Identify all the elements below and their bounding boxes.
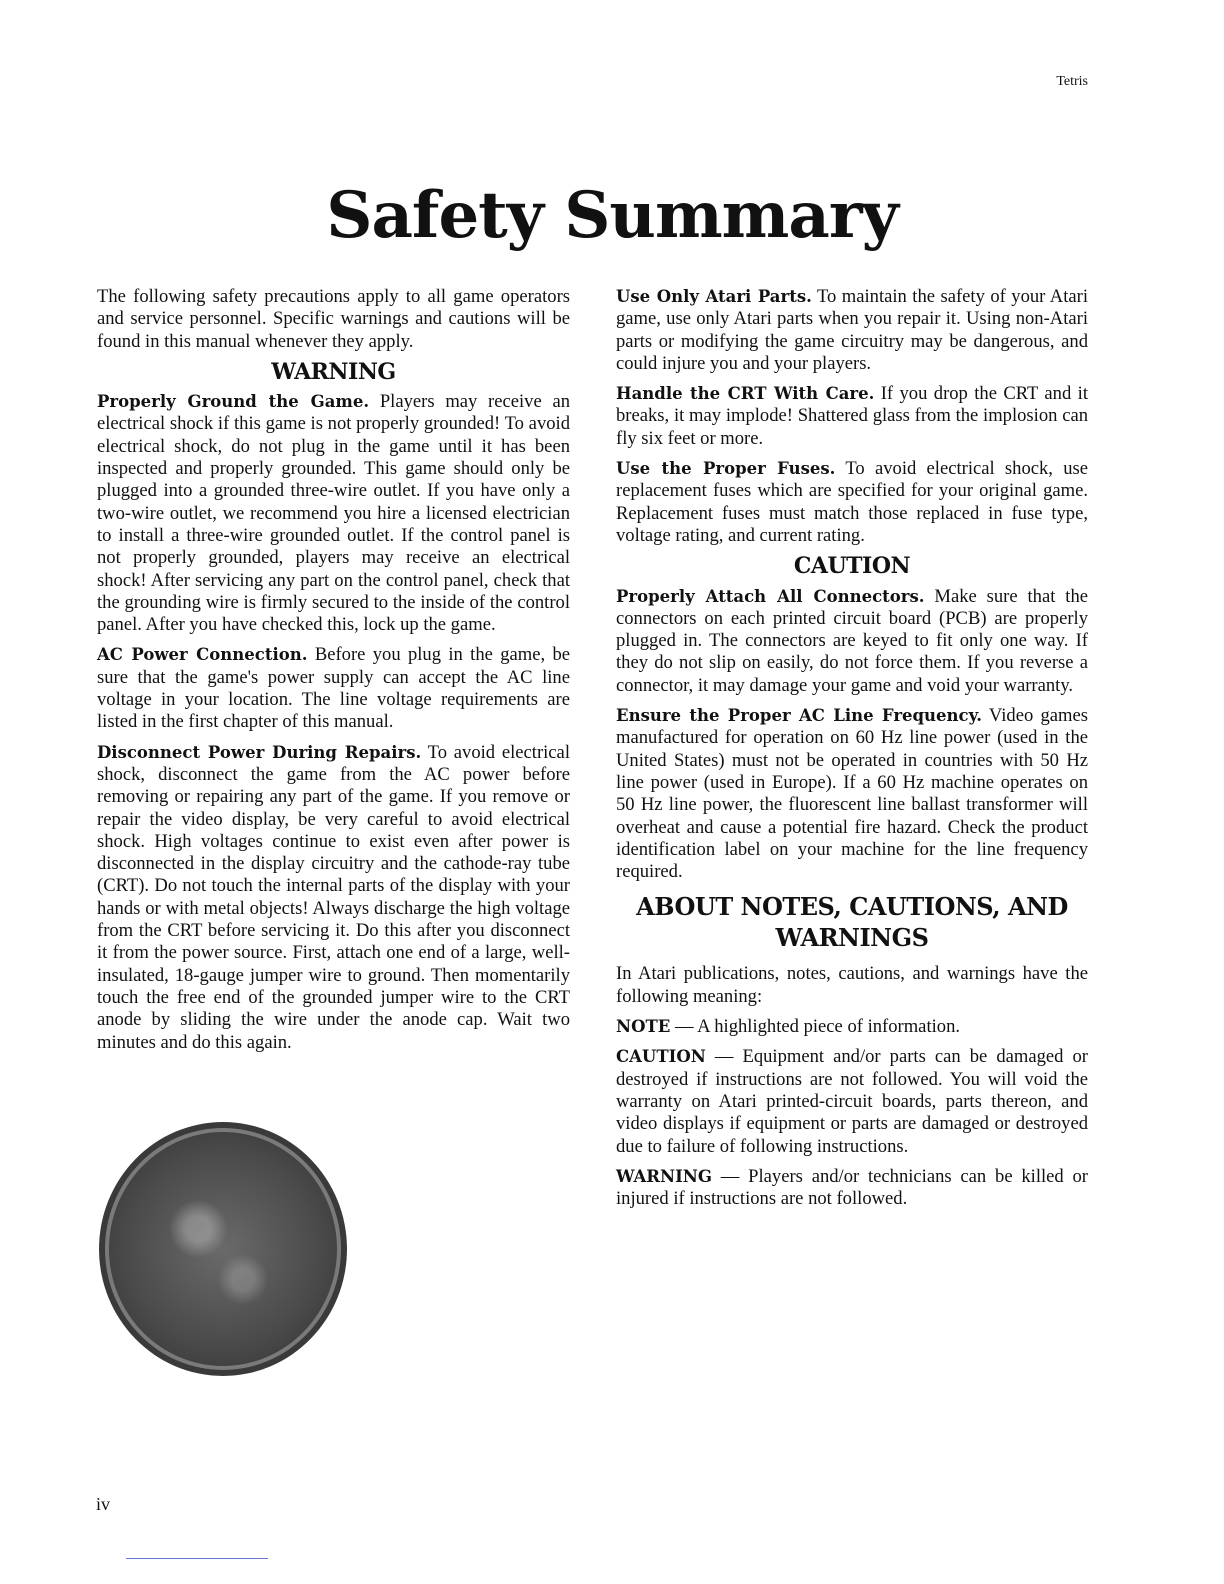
warning-term: WARNING: [616, 1166, 712, 1186]
frequency-paragraph: [616, 705, 1088, 883]
atari-parts-text: To maintain the safety of your Atari game, use only Atari parts when you repair it. Using non-Atari parts or modifying the game circuitry may be dangerous, and could injure you and your players.: [616, 286, 1088, 374]
running-head: Tetris: [1056, 74, 1088, 89]
note-text: — A highlighted piece of information.: [670, 1016, 961, 1038]
ac-power-lead: AC Power Connection.: [97, 645, 308, 665]
ac-power-text: Before you plug in the game, be sure that the game's power supply can accept the AC line voltage in your location. The line voltage requirements are listed in the first chapter of this manual.: [97, 644, 571, 733]
atari-parts-paragraph: [616, 286, 1088, 375]
disconnect-lead: Disconnect Power During Repairs.: [97, 742, 422, 762]
fuses-lead: Use the Proper Fuses.: [616, 459, 836, 479]
frequency-text: Video games manufactured for operation on 60 Hz line power (used in the United States) must not be operated in countries with 50 Hz line power (used in Europe). If a 60 Hz machine operates on 50 Hz line power, the fluorescent line ballast transformer will overheat and cause a potential fire hazard. Check the product identification label on your machine for the line frequency required.: [616, 705, 1088, 883]
right-column: [616, 286, 1088, 1218]
warning-text: — Players and/or technicians can be killed or injured if instructions are not followed.: [616, 1165, 1088, 1210]
note-definition: [616, 1016, 1088, 1038]
left-column: [97, 286, 570, 1062]
fuses-paragraph: [616, 458, 1088, 547]
connectors-text: Make sure that the connectors on each printed circuit board (PCB) are properly plugged in. The connectors are keyed to fit only one way. If they do not slip on easily, do not force them. If you reverse a connector, it may damage your game and void your warranty.: [616, 585, 1088, 696]
ac-power-paragraph: [97, 644, 570, 733]
crt-paragraph: [616, 383, 1088, 450]
ground-paragraph: [97, 391, 570, 636]
caution-term: CAUTION: [616, 1047, 706, 1067]
ground-text: Players may receive an electrical shock if this game is not properly grounded! To avoid electrical shock, do not plug in the game until it has been inspected and properly grounded. This game should only be plugged into a grounded three-wire outlet. If you have only a two-wire outlet, we recommend you hire a licensed electrician to install a three-wire grounded outlet. If the control panel is not properly grounded, players may receive an electrical shock! After servicing any part on the control panel, check that the grounding wire is firmly secured to the inside of the control panel. After you have checked this, lock up the game.: [97, 391, 571, 636]
intro-paragraph: The following safety precautions apply to all game operators and service personnel. Specific warnings and cautions will be found in this manual whenever they apply.: [97, 286, 570, 352]
crt-lead: Handle the CRT With Care.: [616, 384, 875, 404]
about-intro: In Atari publications, notes, cautions, and warnings have the following meaning:: [616, 963, 1088, 1007]
frequency-lead: Ensure the Proper AC Line Frequency.: [616, 706, 983, 726]
caution-text: — Equipment and/or parts can be damaged or destroyed if instructions are not followed. You will void the warranty on Atari printed-circuit boards, parts thereon, and video displays if equipment or parts are damaged or destroyed due to failure of following instructions.: [616, 1046, 1088, 1157]
ground-lead: Properly Ground the Game.: [97, 392, 370, 412]
caution-definition: [616, 1046, 1088, 1157]
warning-definition: [616, 1166, 1088, 1211]
disconnect-text: To avoid electrical shock, disconnect the game from the AC power before removing or repairing any part of the game. If you remove or repair the video display, be very careful to avoid electrical shock. High voltages continue to exist even after power is disconnected in the display circuitry and the cathode-ray tube (CRT). Do not touch the internal parts of the display with your hands or with metal objects! Always discharge the high voltage from the CRT before servicing it. Do this after you disconnect it from the power source. First, attach one end of a large, well-insulated, 18-gauge jumper wire to ground. Then momentarily touch the free end of the grounded jumper wire to the CRT anode by sliding the wire under the anode cap. Wait two minutes and do this again.: [97, 741, 570, 1053]
coin-image: [99, 1122, 347, 1376]
crt-text: If you drop the CRT and it breaks, it may implode! Shattered glass from the implosion can fly six feet or more.: [616, 383, 1088, 449]
footer-rule: [126, 1558, 268, 1559]
connectors-lead: Properly Attach All Connectors.: [616, 586, 925, 606]
atari-parts-lead: Use Only Atari Parts.: [616, 287, 812, 306]
disconnect-paragraph: [97, 742, 570, 1054]
warning-heading: WARNING: [271, 358, 396, 385]
note-term: NOTE: [616, 1017, 671, 1037]
about-heading: ABOUT NOTES, CAUTIONS, AND WARNINGS: [636, 892, 1068, 953]
connectors-paragraph: [616, 586, 1088, 697]
fuses-text: To avoid electrical shock, use replacement fuses which are specified for your original game. Replacement fuses must match those replaced in fuse type, voltage rating, and current rating.: [616, 458, 1088, 546]
caution-heading: CAUTION: [793, 553, 911, 580]
page-number: iv: [96, 1494, 111, 1514]
page-title: Safety Summary: [326, 178, 898, 253]
